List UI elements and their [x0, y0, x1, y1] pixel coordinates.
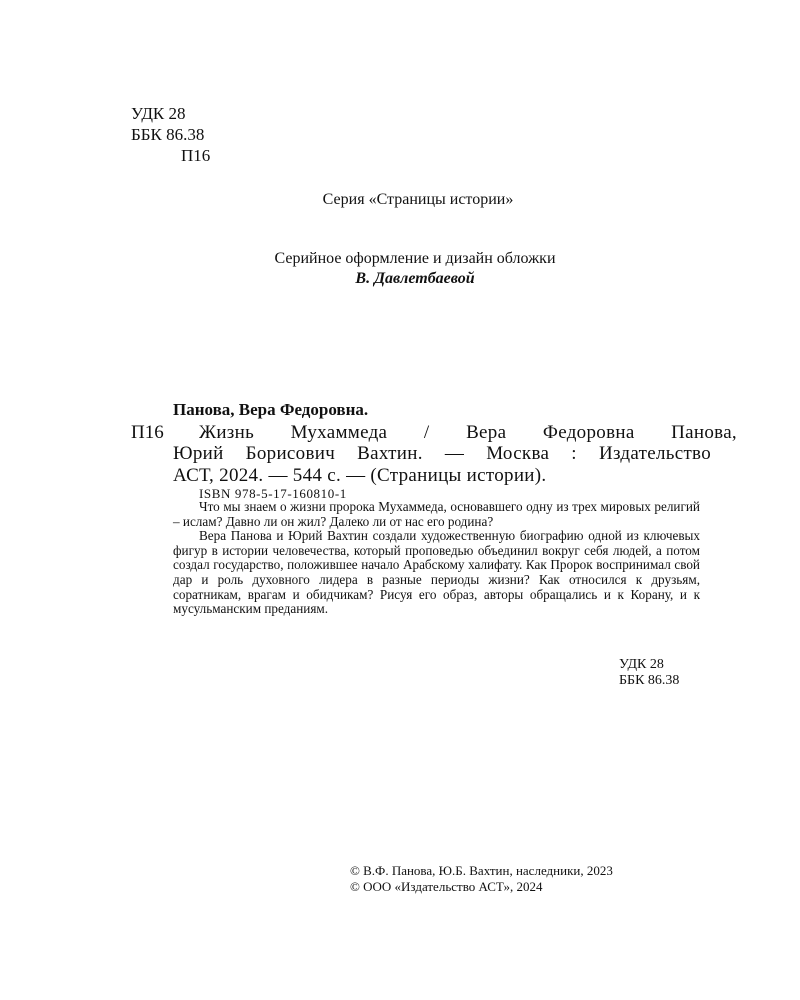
isbn: ISBN 978-5-17-160810-1 — [199, 486, 347, 501]
designer-name: В. Давлетбаевой — [355, 270, 475, 287]
entry-line-3: АСТ, 2024. — 544 с. — (Страницы истории). — [173, 465, 547, 486]
design-credit: Серийное оформление и дизайн обложки — [274, 250, 556, 267]
series-title: Серия «Страницы истории» — [322, 191, 514, 208]
entry-line-1: Жизнь Мухаммеда / Вера Федоровна Панова, — [199, 422, 737, 443]
copyright-publisher: © ООО «Издательство АСТ», 2024 — [350, 879, 543, 894]
author-mark-top: П16 — [181, 146, 211, 165]
bbk-code: ББК 86.38 — [131, 125, 205, 144]
author-mark-entry: П16 — [131, 422, 164, 443]
author-heading: Панова, Вера Федоровна. — [173, 400, 369, 419]
entry-line-2: Юрий Борисович Вахтин. — Москва : Издательство — [173, 443, 711, 464]
udk-code-bottom: УДК 28 — [619, 657, 664, 672]
abstract — [173, 500, 700, 617]
abstract-paragraph-2: Вера Панова и Юрий Вахтин создали художественную биографию одной из ключевых фигур в истории человечества, который проповедью объединил вокруг себя людей, а потом создал государство, положившее начало Арабскому халифату. Как Пророк воспринимал свой дар и роль духовного лидера в разные периоды жизни? Как относился к друзьям, соратникам, врагам и обидчикам? Рисуя его образ, авторы обращались и к Корану, и к мусульманским преданиям. — [173, 528, 700, 617]
copyright-authors: © В.Ф. Панова, Ю.Б. Вахтин, наследники, 2023 — [350, 863, 613, 878]
udk-code: УДК 28 — [131, 104, 186, 123]
abstract-paragraph-1: Что мы знаем о жизни пророка Мухаммеда, основавшего одну из трех мировых религий – ислам? Давно ли он жил? Далеко ли от нас его родина? — [173, 499, 700, 529]
bbk-code-bottom: ББК 86.38 — [619, 673, 680, 688]
